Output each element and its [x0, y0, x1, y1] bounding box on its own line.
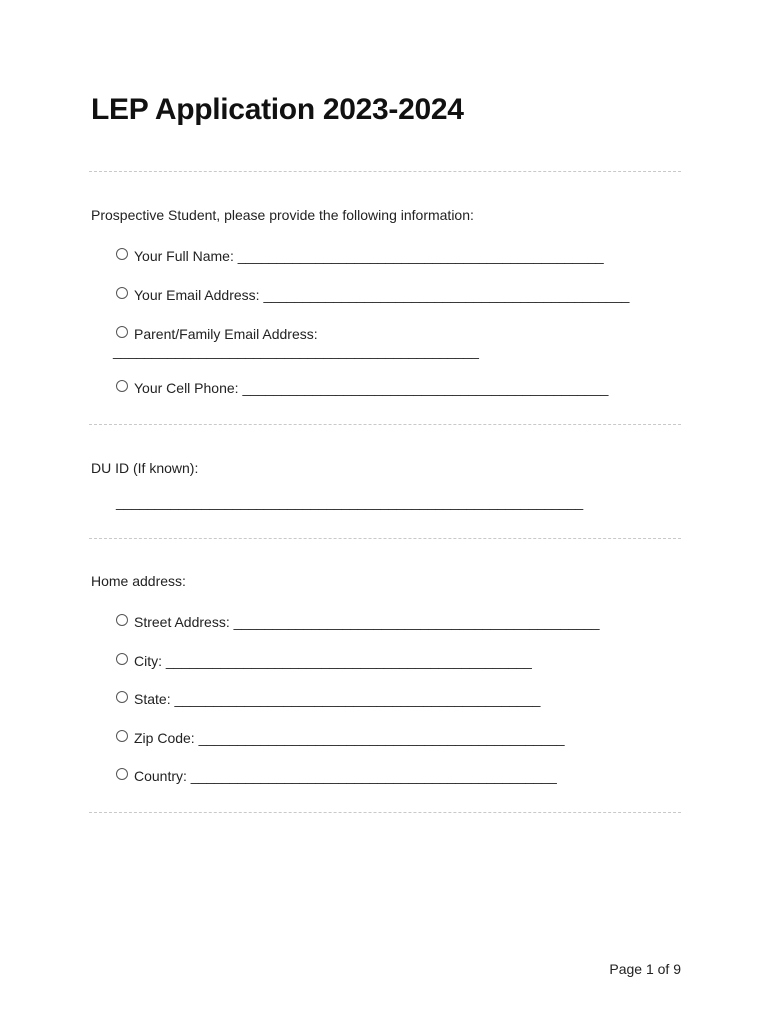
- radio-circle-icon[interactable]: [116, 380, 128, 392]
- du-id-line: ____________________________________________________________: [116, 494, 584, 510]
- page-indicator: Page 1 of 9: [609, 961, 681, 977]
- state-label: State: _______________________________________________: [134, 691, 541, 707]
- zip-code-label: Zip Code: _______________________________________________: [134, 730, 565, 746]
- section-divider: [89, 812, 681, 813]
- du-id-prompt: DU ID (If known):: [91, 460, 199, 476]
- radio-circle-icon[interactable]: [116, 248, 128, 260]
- street-address-label: Street Address: _______________________________________________: [134, 614, 600, 630]
- home-address-prompt: Home address:: [91, 573, 186, 589]
- section-divider: [89, 171, 681, 172]
- radio-circle-icon[interactable]: [116, 768, 128, 780]
- cell-phone-label: Your Cell Phone: _______________________________________________: [134, 380, 609, 396]
- full-name-label: Your Full Name: _______________________________________________: [134, 248, 604, 264]
- radio-circle-icon[interactable]: [116, 287, 128, 299]
- street-address-item[interactable]: [116, 614, 600, 630]
- country-label: Country: _______________________________________________: [134, 768, 557, 784]
- parent-email-label: Parent/Family Email Address:: [134, 326, 318, 342]
- parent-email-item[interactable]: [116, 326, 318, 342]
- zip-code-item[interactable]: [116, 730, 565, 746]
- page-title: LEP Application 2023-2024: [91, 93, 464, 126]
- cell-phone-item[interactable]: [116, 380, 608, 396]
- radio-circle-icon[interactable]: [116, 614, 128, 626]
- section-divider: [89, 538, 681, 539]
- radio-circle-icon[interactable]: [116, 691, 128, 703]
- radio-circle-icon[interactable]: [116, 653, 128, 665]
- email-item[interactable]: [116, 287, 629, 303]
- student-info-prompt: Prospective Student, please provide the following information:: [91, 207, 474, 223]
- state-item[interactable]: [116, 691, 540, 707]
- parent-email-line: _______________________________________________: [113, 343, 479, 359]
- city-label: City: _______________________________________________: [134, 653, 532, 669]
- full-name-item[interactable]: [116, 248, 604, 264]
- section-divider: [89, 424, 681, 425]
- radio-circle-icon[interactable]: [116, 326, 128, 338]
- radio-circle-icon[interactable]: [116, 730, 128, 742]
- city-item[interactable]: [116, 653, 532, 669]
- country-item[interactable]: [116, 768, 557, 784]
- email-label: Your Email Address: _______________________________________________: [134, 287, 630, 303]
